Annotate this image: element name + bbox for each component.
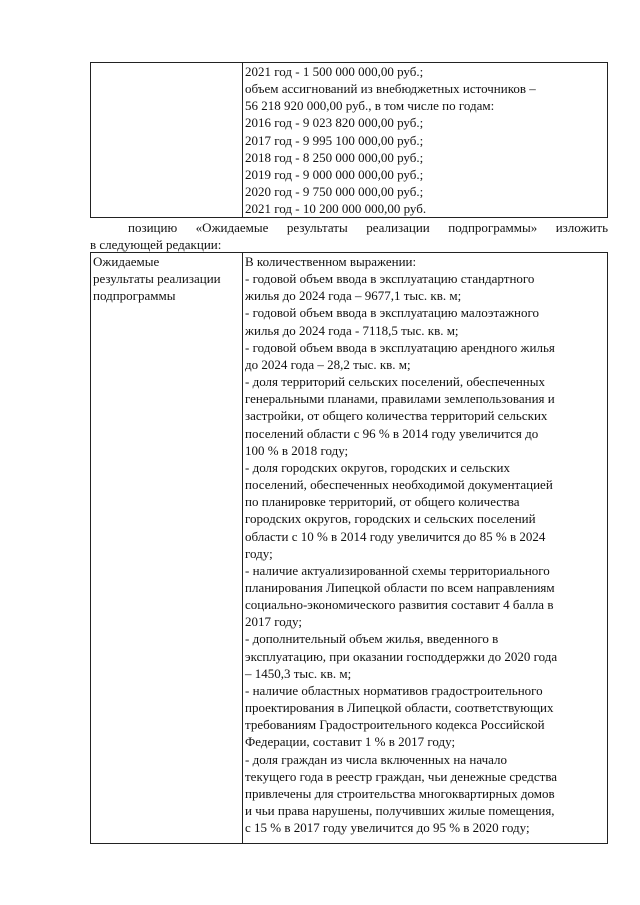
result-line: - наличие областных нормативов градостроительного — [245, 682, 543, 698]
result-line: жилья до 2024 года – 9677,1 тыс. кв. м; — [245, 288, 462, 304]
funding-line: 2016 год - 9 023 820 000,00 руб.; — [245, 115, 424, 131]
funding-line: 2019 год - 9 000 000 000,00 руб.; — [245, 166, 424, 182]
result-line: 2017 году; — [245, 614, 302, 630]
result-line: генеральными планами, правилами землепользования и — [245, 391, 555, 407]
instruction-line-2: в следующей редакции: — [90, 237, 222, 252]
result-line: по планировке территорий, от общего количества — [245, 494, 520, 510]
label-line: результаты реализации — [93, 271, 221, 286]
result-line: - доля городских округов, городских и сельских — [245, 459, 510, 475]
result-line: - наличие актуализированной схемы территориального — [245, 562, 550, 578]
result-line: текущего года в реестр граждан, чьи денежные средства — [245, 768, 558, 784]
result-line: году; — [245, 545, 273, 561]
result-line: социально-экономического развития составит 4 балла в — [245, 597, 554, 613]
result-line: - годовой объем ввода в эксплуатацию стандартного — [245, 271, 535, 287]
label-line: подпрограммы — [93, 288, 176, 303]
label-line: Ожидаемые — [93, 254, 160, 269]
result-line: жилья до 2024 года - 7118,5 тыс. кв. м; — [245, 322, 459, 338]
expected-results-content-cell — [243, 253, 607, 843]
result-line: застройки, от общего количества территорий сельских — [245, 408, 548, 424]
result-line: поселений, обеспеченных необходимой документацией — [245, 477, 553, 493]
instruction-line-1: позицию «Ожидаемые результаты реализации подпрограммы» изложить — [128, 220, 608, 235]
result-line: В количественном выражении: — [245, 254, 417, 269]
funding-line: 2020 год - 9 750 000 000,00 руб.; — [245, 184, 424, 200]
result-line: привлечены для строительства многоквартирных домов — [245, 785, 555, 801]
result-line: - годовой объем ввода в эксплуатацию малоэтажного — [245, 305, 540, 321]
funding-line: объем ассигнований из внебюджетных источников – — [245, 81, 536, 97]
result-line: проектирования в Липецкой области, соответствующих — [245, 700, 554, 716]
funding-table-right-cell — [243, 63, 607, 217]
result-line: - годовой объем ввода в эксплуатацию арендного жилья — [245, 339, 555, 355]
expected-results-table — [90, 252, 608, 844]
result-line: 100 % в 2018 году; — [245, 442, 349, 458]
result-line: - доля граждан из числа включенных на начало — [245, 751, 507, 767]
result-line: – 1450,3 тыс. кв. м; — [245, 665, 352, 681]
result-line: требованиям Градостроительного кодекса Российской — [245, 717, 545, 733]
result-line: с 15 % в 2017 году увеличится до 95 % в 2020 году; — [245, 820, 530, 836]
result-line: поселений области с 96 % в 2014 году увеличится до — [245, 425, 539, 441]
result-line: и чьи права нарушены, получивших жилые помещения, — [245, 803, 555, 818]
result-line: до 2024 года – 28,2 тыс. кв. м; — [245, 356, 411, 372]
result-line: планирования Липецкой области по всем направлениям — [245, 579, 555, 595]
instruction-paragraph — [90, 219, 608, 253]
expected-results-label-cell — [91, 253, 243, 843]
funding-line: 56 218 920 000,00 руб., в том числе по годам: — [245, 98, 495, 114]
funding-line: 2021 год - 10 200 000 000,00 руб. — [245, 201, 427, 217]
funding-line: 2018 год - 8 250 000 000,00 руб.; — [245, 149, 424, 165]
funding-line: 2017 год - 9 995 100 000,00 руб.; — [245, 132, 424, 148]
result-line: эксплуатацию, при оказании господдержки до 2020 года — [245, 648, 558, 664]
funding-line: 2021 год - 1 500 000 000,00 руб.; — [245, 64, 424, 79]
result-line: - дополнительный объем жилья, введенного в — [245, 631, 499, 647]
funding-table-left-cell — [91, 63, 243, 217]
result-line: Федерации, составит 1 % в 2017 году; — [245, 734, 456, 750]
result-line: области с 10 % в 2014 году увеличится до 85 % в 2024 — [245, 528, 546, 544]
result-line: - доля территорий сельских поселений, обеспеченных — [245, 374, 546, 390]
funding-table — [90, 62, 608, 218]
result-line: городских округов, городских и сельских поселений — [245, 511, 536, 527]
